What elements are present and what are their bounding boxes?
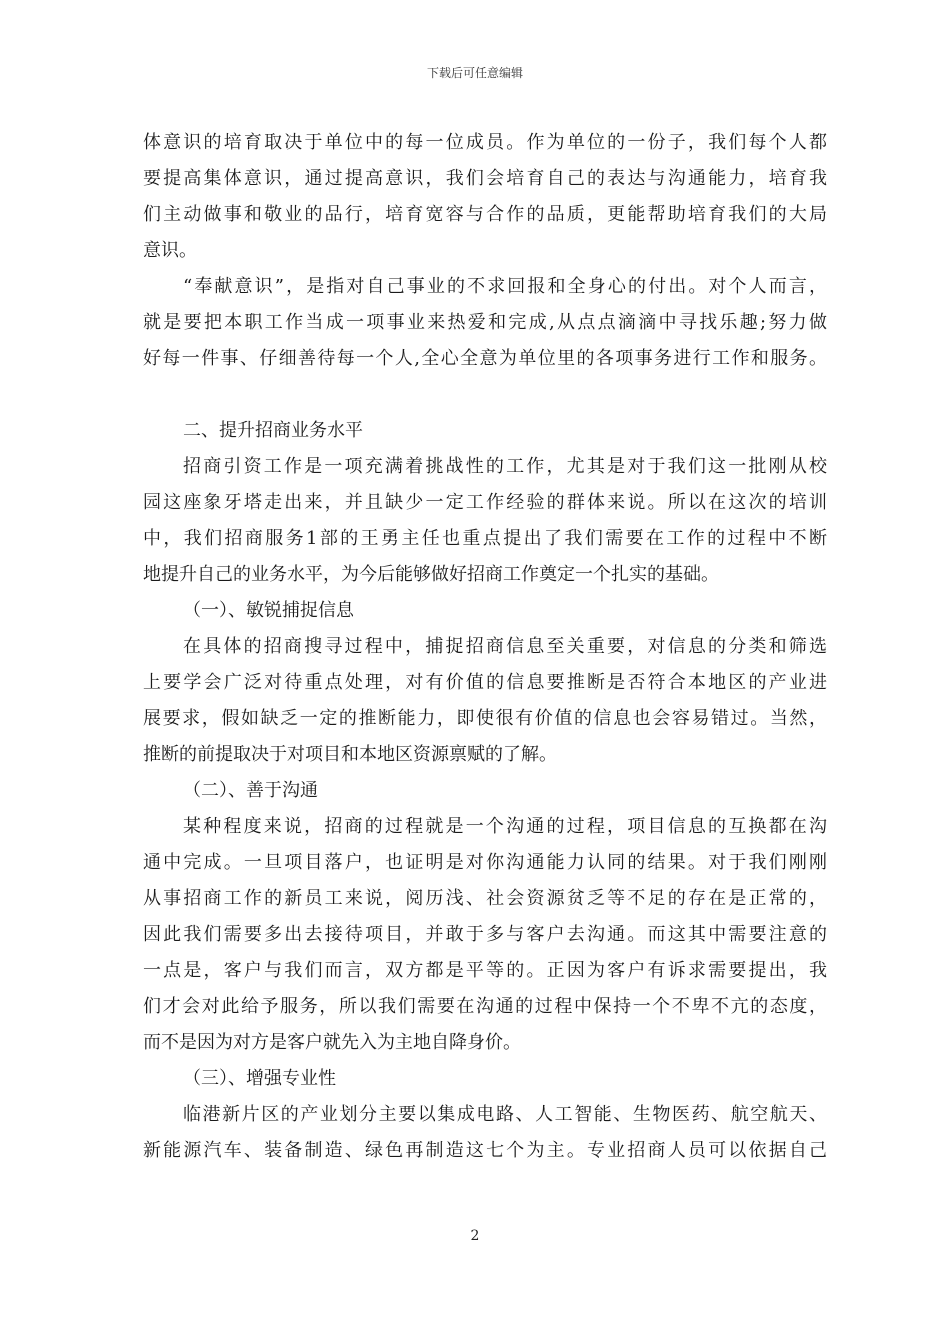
paragraph-investment-work <box>143 449 827 593</box>
text-line: 要提高集体意识，通过提高意识，我们会培育自己的表达与沟通能力，培育我 <box>143 168 827 189</box>
text-line: 推断的前提取决于对项目和本地区资源禀赋的了解。 <box>143 744 557 765</box>
paragraph-communication <box>143 809 827 1061</box>
subsection-heading: （三）、增强专业性 <box>183 1068 336 1089</box>
blank-line <box>143 377 827 413</box>
text-line: “奉献意识”，是指对自己事业的不求回报和全身心的付出。对个人而言， <box>183 276 827 297</box>
text-line: 通中完成。一旦项目落户，也证明是对你沟通能力认同的结果。对于我们刚刚 <box>143 852 827 873</box>
text-line: 招商引资工作是一项充满着挑战性的工作，尤其是对于我们这一批刚从校 <box>183 456 827 477</box>
text-line: 一点是，客户与我们而言，双方都是平等的。正因为客户有诉求需要提出，我 <box>143 960 827 981</box>
subsection-heading: （一）、敏锐捕捉信息 <box>183 600 354 621</box>
text-line: 就是要把本职工作当成一项事业来热爱和完成,从点点滴滴中寻找乐趣;努力做 <box>143 312 827 333</box>
text-line: 而不是因为对方是客户就先入为主地自降身价。 <box>143 1032 521 1053</box>
text-line: 体意识的培育取决于单位中的每一位成员。作为单位的一份子，我们每个人都 <box>143 132 827 153</box>
paragraph-dedication <box>143 269 827 377</box>
text-line: 临港新片区的产业划分主要以集成电路、人工智能、生物医药、航空航天、 <box>183 1104 827 1125</box>
text-line: 新能源汽车、装备制造、绿色再制造这七个为主。专业招商人员可以依据自己 <box>143 1140 827 1161</box>
text-line: 从事招商工作的新员工来说，阅历浅、社会资源贫乏等不足的存在是正常的， <box>143 888 827 909</box>
subsection-heading: （二）、善于沟通 <box>183 780 318 801</box>
text-line: 们才会对此给予服务，所以我们需要在沟通的过程中保持一个不卑不亢的态度， <box>143 996 827 1017</box>
text-line: 地提升自己的业务水平，为今后能够做好招商工作奠定一个扎实的基础。 <box>143 564 719 585</box>
text-line: 在具体的招商搜寻过程中，捕捉招商信息至关重要，对信息的分类和筛选 <box>183 636 827 657</box>
text-line: 好每一件事、仔细善待每一个人,全心全意为单位里的各项事务进行工作和服务。 <box>143 348 827 369</box>
paragraph-professionalism <box>143 1097 827 1169</box>
text-line: 们主动做事和敬业的品行，培育宽容与合作的品质，更能帮助培育我们的大局 <box>143 204 827 225</box>
text-line: 展要求，假如缺乏一定的推断能力，即使很有价值的信息也会容易错过。当然， <box>143 708 827 729</box>
text-line: 因此我们需要多出去接待项目，并敢于多与客户去沟通。而这其中需要注意的 <box>143 924 827 945</box>
section-heading: 二、提升招商业务水平 <box>183 420 363 441</box>
text-line: 某种程度来说，招商的过程就是一个沟通的过程，项目信息的互换都在沟 <box>183 816 827 837</box>
paragraph-capture-information <box>143 629 827 773</box>
page-header: 下载后可任意编辑 <box>426 66 523 80</box>
paragraph-team-awareness <box>143 125 827 269</box>
text-line: 园这座象牙塔走出来，并且缺少一定工作经验的群体来说。所以在这次的培训 <box>143 492 827 513</box>
text-line: 意识。 <box>143 240 197 261</box>
document-body <box>143 125 827 1169</box>
text-line: 上要学会广泛对待重点处理，对有价值的信息要推断是否符合本地区的产业进 <box>143 672 827 693</box>
page-number: 2 <box>470 1228 480 1244</box>
text-line: 中，我们招商服务1部的王勇主任也重点提出了我们需要在工作的过程中不断 <box>143 528 827 549</box>
